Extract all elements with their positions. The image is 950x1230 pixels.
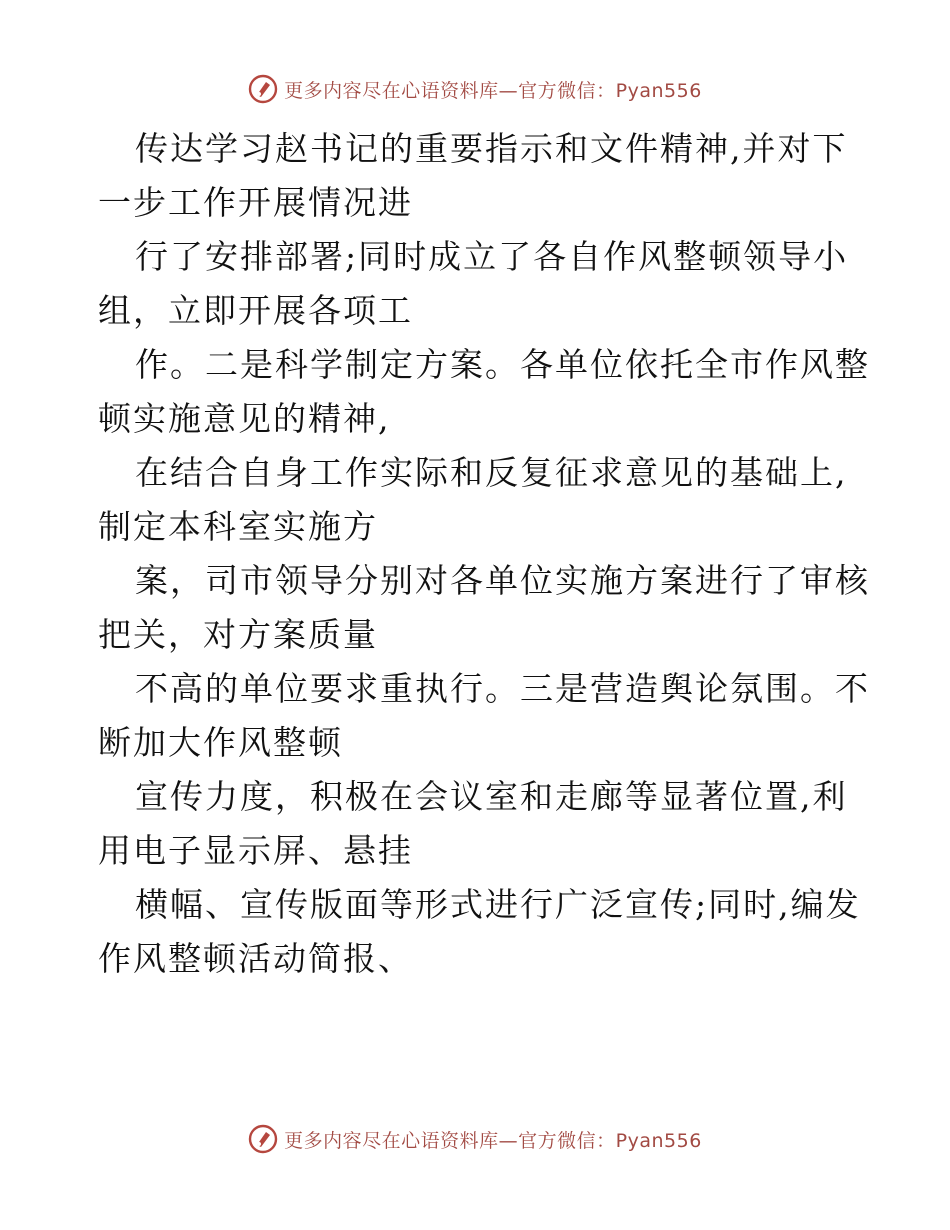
text-line: 把关，对方案质量 (98, 615, 378, 654)
text-line: 顿实施意见的精神, (98, 399, 391, 438)
header-banner (0, 72, 950, 106)
text-line: 组，立即开展各项工 (98, 291, 413, 330)
text-line: 传达学习赵书记的重要指示和文件精神,并对下 (135, 129, 848, 168)
text-line: 宣传力度，积极在会议室和走廊等显著位置,利 (135, 777, 848, 816)
text-line: 制定本科室实施方 (98, 507, 378, 546)
footer-banner (0, 1122, 950, 1156)
header-banner-text: 更多内容尽在心语资料库—官方微信：Pyan556 (284, 79, 702, 102)
text-line: 横幅、宣传版面等形式进行广泛宣传;同时,编发 (135, 885, 861, 924)
pen-nib-logo-icon (248, 74, 278, 104)
footer-banner-text: 更多内容尽在心语资料库—官方微信：Pyan556 (284, 1129, 702, 1152)
text-line: 断加大作风整顿 (98, 723, 343, 762)
text-line: 作。二是科学制定方案。各单位依托全市作风整 (135, 345, 870, 384)
text-line: 作风整顿活动简报、 (98, 939, 413, 978)
text-line: 行了安排部署;同时成立了各自作风整顿领导小 (135, 237, 849, 276)
pen-nib-logo-icon (248, 1124, 278, 1154)
text-line: 在结合自身工作实际和反复征求意见的基础上, (135, 453, 848, 492)
text-line: 一步工作开展情况进 (98, 183, 413, 222)
text-line: 不高的单位要求重执行。三是营造舆论氛围。不 (135, 669, 870, 708)
text-line: 案，司市领导分别对各单位实施方案进行了审核 (135, 561, 870, 600)
document-body (98, 122, 870, 986)
text-line: 用电子显示屏、悬挂 (98, 831, 413, 870)
